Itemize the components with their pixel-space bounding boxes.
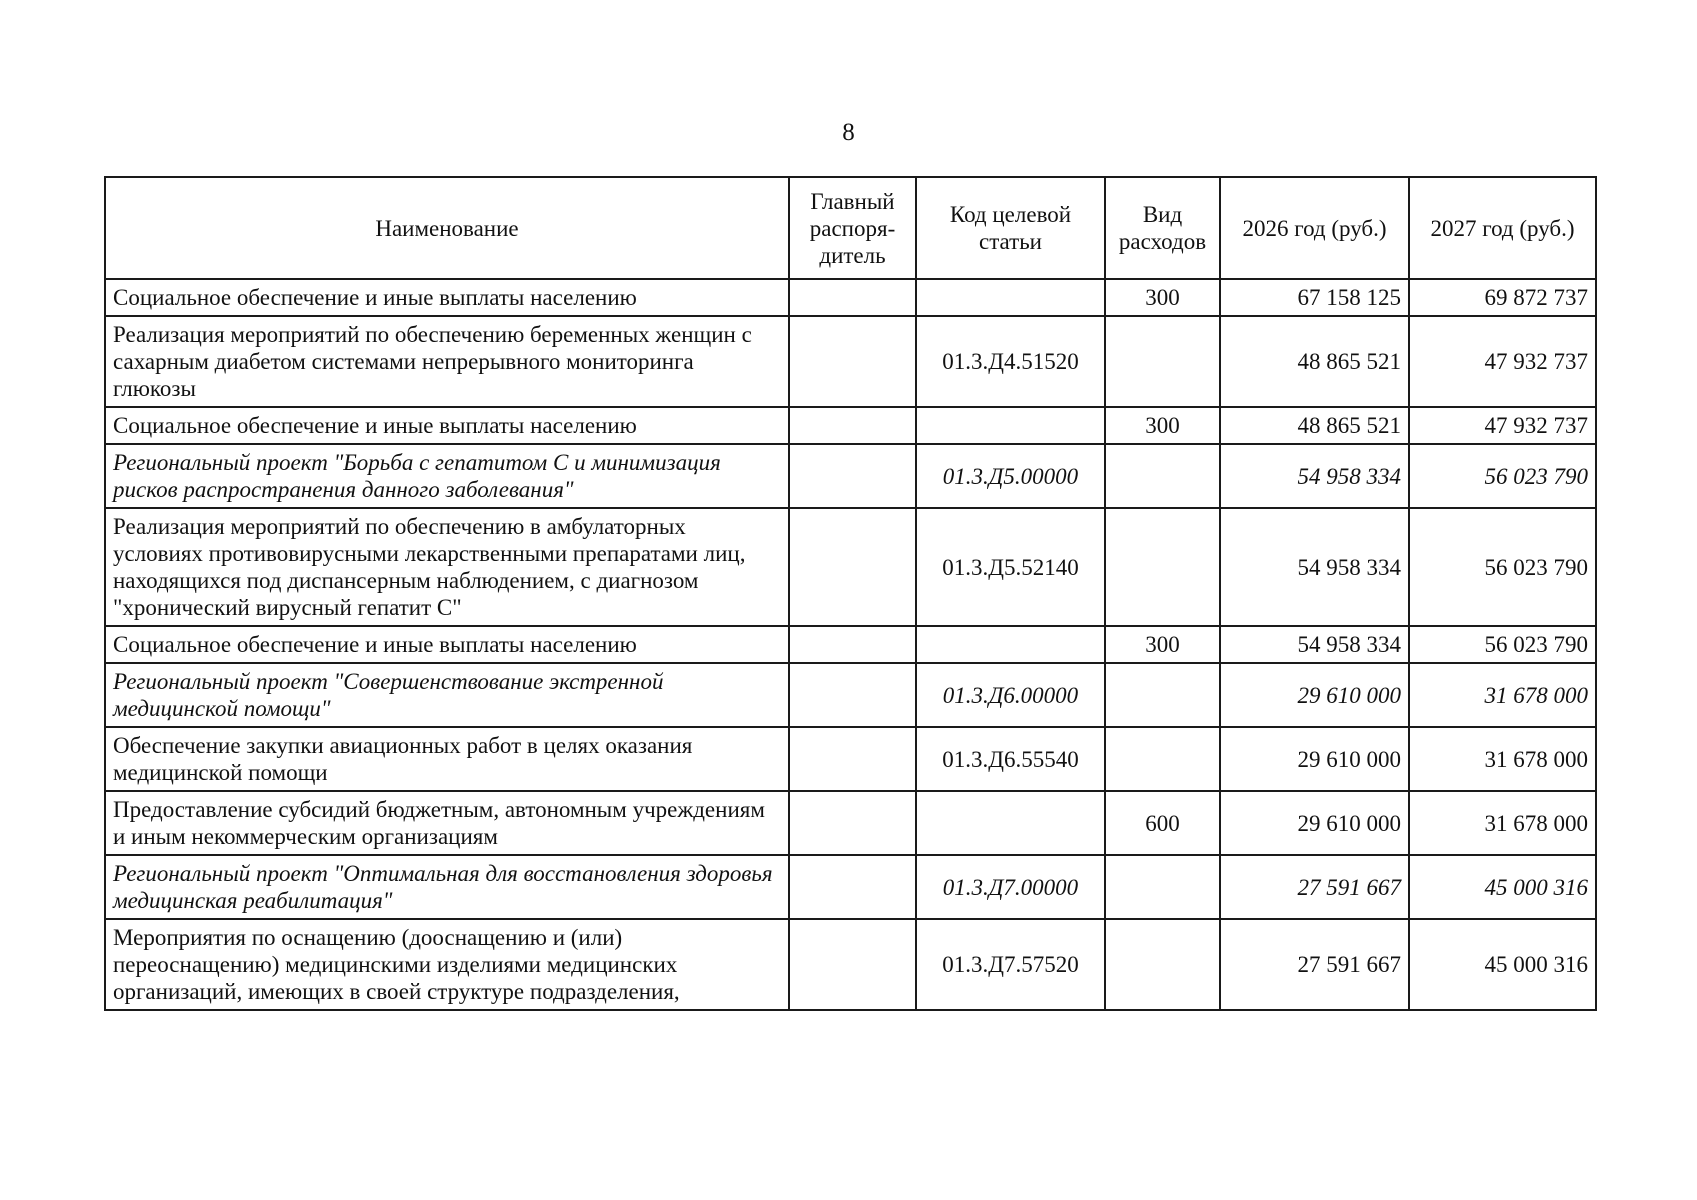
cell-name: Региональный проект "Борьба с гепатитом С и минимизация рисков распространения данного заболевания" [105,444,789,508]
cell-main-manager [789,407,916,444]
cell-target-code [916,279,1105,316]
cell-year-2027: 31 678 000 [1409,791,1596,855]
cell-year-2027: 69 872 737 [1409,279,1596,316]
cell-main-manager [789,279,916,316]
cell-main-manager [789,919,916,1010]
cell-target-code [916,407,1105,444]
cell-expense-type [1105,855,1220,919]
cell-expense-type [1105,727,1220,791]
cell-year-2026: 27 591 667 [1220,919,1409,1010]
header-main-manager: Главный распоря-дитель [789,177,916,279]
cell-year-2027: 56 023 790 [1409,626,1596,663]
cell-year-2026: 67 158 125 [1220,279,1409,316]
page-number: 8 [842,119,855,146]
cell-main-manager [789,791,916,855]
cell-main-manager [789,855,916,919]
cell-year-2027: 47 932 737 [1409,407,1596,444]
cell-year-2027: 45 000 316 [1409,919,1596,1010]
cell-name: Обеспечение закупки авиационных работ в целях оказания медицинской помощи [105,727,789,791]
budget-table [104,176,1597,1011]
table-row [105,279,1596,316]
header-year-2026: 2026 год (руб.) [1220,177,1409,279]
cell-main-manager [789,663,916,727]
table-row [105,855,1596,919]
table-row [105,626,1596,663]
cell-target-code: 01.3.Д7.00000 [916,855,1105,919]
table-row [105,663,1596,727]
cell-name: Социальное обеспечение и иные выплаты населению [105,407,789,444]
table-row [105,508,1596,626]
table-row [105,727,1596,791]
cell-name: Реализация мероприятий по обеспечению в амбулаторных условиях противовирусными лекарственными препаратами лиц, находящихся под диспансерным наблюдением, с диагнозом "хронический вирусный гепатит С" [105,508,789,626]
table-header-row [105,177,1596,279]
cell-year-2026: 48 865 521 [1220,407,1409,444]
cell-name: Предоставление субсидий бюджетным, автономным учреждениям и иным некоммерческим организациям [105,791,789,855]
cell-name: Социальное обеспечение и иные выплаты населению [105,279,789,316]
cell-year-2026: 27 591 667 [1220,855,1409,919]
cell-name: Региональный проект "Оптимальная для восстановления здоровья медицинская реабилитация" [105,855,789,919]
cell-year-2026: 29 610 000 [1220,663,1409,727]
cell-year-2026: 54 958 334 [1220,626,1409,663]
table-row [105,919,1596,1010]
cell-year-2027: 31 678 000 [1409,727,1596,791]
cell-target-code: 01.3.Д4.51520 [916,316,1105,407]
cell-main-manager [789,626,916,663]
cell-target-code [916,791,1105,855]
table-body [105,279,1596,1010]
cell-expense-type [1105,663,1220,727]
cell-expense-type [1105,444,1220,508]
cell-year-2026: 29 610 000 [1220,791,1409,855]
cell-expense-type: 300 [1105,626,1220,663]
cell-target-code: 01.3.Д6.55540 [916,727,1105,791]
cell-name: Региональный проект "Совершенствование экстренной медицинской помощи" [105,663,789,727]
cell-target-code: 01.3.Д5.52140 [916,508,1105,626]
cell-year-2026: 54 958 334 [1220,444,1409,508]
cell-expense-type: 600 [1105,791,1220,855]
header-name: Наименование [105,177,789,279]
cell-year-2027: 56 023 790 [1409,444,1596,508]
cell-year-2027: 56 023 790 [1409,508,1596,626]
cell-expense-type [1105,919,1220,1010]
cell-name: Мероприятия по оснащению (дооснащению и (или) переоснащению) медицинскими изделиями медицинских организаций, имеющих в своей структуре подразделения, [105,919,789,1010]
cell-expense-type: 300 [1105,407,1220,444]
cell-year-2027: 45 000 316 [1409,855,1596,919]
cell-target-code: 01.3.Д5.00000 [916,444,1105,508]
table-row [105,316,1596,407]
cell-main-manager [789,444,916,508]
cell-target-code: 01.3.Д7.57520 [916,919,1105,1010]
header-year-2027: 2027 год (руб.) [1409,177,1596,279]
table-row [105,407,1596,444]
cell-main-manager [789,508,916,626]
header-expense-type: Вид расходов [1105,177,1220,279]
cell-year-2027: 47 932 737 [1409,316,1596,407]
header-target-code: Код целевой статьи [916,177,1105,279]
table-row [105,444,1596,508]
cell-target-code: 01.3.Д6.00000 [916,663,1105,727]
table-row [105,791,1596,855]
cell-expense-type: 300 [1105,279,1220,316]
cell-expense-type [1105,316,1220,407]
cell-expense-type [1105,508,1220,626]
cell-target-code [916,626,1105,663]
cell-name: Социальное обеспечение и иные выплаты населению [105,626,789,663]
cell-name: Реализация мероприятий по обеспечению беременных женщин с сахарным диабетом системами непрерывного мониторинга глюкозы [105,316,789,407]
cell-year-2026: 29 610 000 [1220,727,1409,791]
cell-year-2026: 48 865 521 [1220,316,1409,407]
cell-year-2027: 31 678 000 [1409,663,1596,727]
cell-main-manager [789,316,916,407]
cell-year-2026: 54 958 334 [1220,508,1409,626]
cell-main-manager [789,727,916,791]
